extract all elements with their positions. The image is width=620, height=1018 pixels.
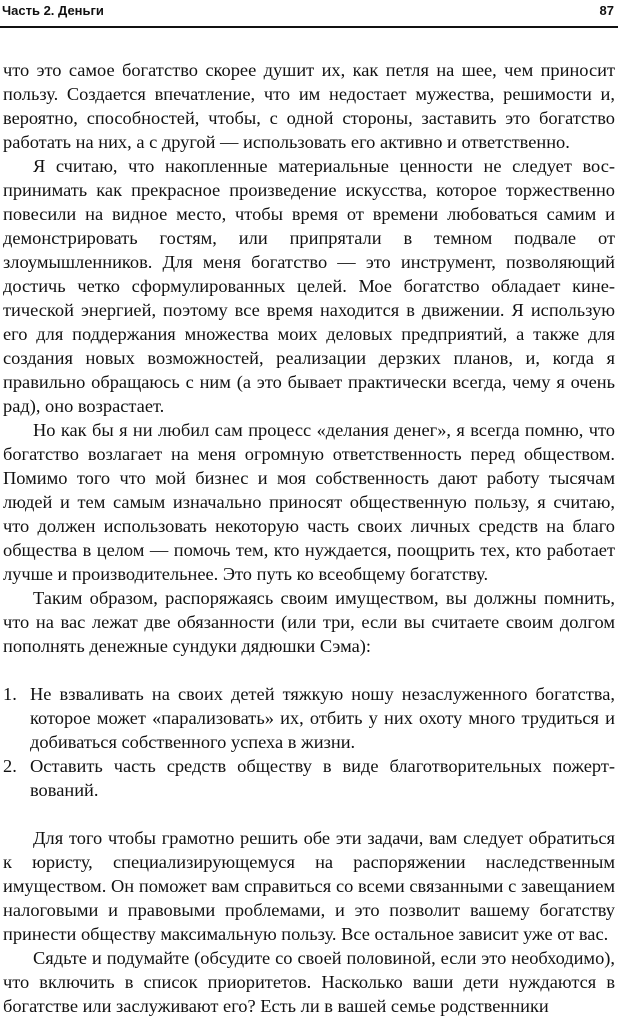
page-body: [3, 58, 615, 1018]
paragraph-3: Но как бы я ни любил сам процесс «делания денег», я всегда помню, что богатство возлагает на меня огромную ответственность перед обществом. Помимо того что мой бизнес и моя собственность дают работу тысячам людей и тем самым изначально приносят общественную пользу, я считаю, что должен использовать некоторую часть своих личных средств на благо общества в целом — помочь тем, кто нуждается, поощрить тех, кто работает лучше и производительнее. Это путь ко всеобщему богатству.: [3, 420, 615, 584]
paragraph-5: Для того чтобы грамотно решить обе эти задачи, вам следует обратиться к юристу, специализирующемуся на распоряжении наследственным имуществом. Он поможет вам справиться со всеми связанными с завещанием налоговыми и правовыми проблемами, и это позволит вашему богатству принести обществу максимальную пользу. Все остальное зависит уже от вас.: [3, 828, 615, 944]
paragraph-6: Сядьте и подумайте (обсудите со своей половиной, если это необходимо), что включить в список приоритетов. Насколько ваши дети нуждаются в богатстве или заслуживают его? Есть ли в вашей семье родственники: [3, 948, 615, 1016]
list-item-text: Не взваливать на своих детей тяжкую ношу незаслуженного богатства, которое может «парализовать» их, отбить у них охоту много трудиться и добиваться собственного успеха в жизни.: [30, 684, 615, 752]
list-item: [3, 754, 615, 802]
list-marker: 2.: [3, 756, 17, 776]
page-header: [0, 0, 618, 28]
paragraph-1: что это самое богатство скорее душит их, как петля на шее, чем приносит пользу. Создается впечатление, что им недостает мужества, решимости и, вероятно, способностей, чтобы, с одной стороны, заставить это богатство работать на них, а с другой — использовать его активно и ответственно.: [3, 60, 615, 152]
list-item: [3, 682, 615, 754]
paragraph-4: Таким образом, распоряжаясь своим имуществом, вы должны помнить, что на вас лежат две обязанности (или три, если вы считаете своим долгом пополнять денежные сундуки дядюшки Сэма):: [3, 588, 615, 656]
numbered-list: [3, 682, 615, 802]
list-item-text: Оставить часть средств обществу в виде благотворительных пожертвований.: [30, 756, 615, 800]
paragraph-2: Я считаю, что накопленные материальные ценности не следует воспринимать как прекрасное произведение искусства, которое торжественно повесили на видное место, чтобы время от времени любоваться самим и демонстрировать гостям, или припрятали в темном подвале от злоумышленников. Для меня богатство — это инструмент, позволяющий достичь четко сформулированных целей. Мое богатство обладает кинетической энергией, поэтому все время находится в движении. Я использую его для поддержания множества моих деловых предприятий, а также для создания новых возможностей, реализации дерзких планов, и, когда я правильно обращаюсь с ним (а это бывает практически всегда, чему я очень рад), оно возрастает.: [3, 156, 615, 416]
list-marker: 1.: [3, 684, 17, 704]
page-number: 87: [599, 3, 614, 18]
running-title: Часть 2. Деньги: [2, 3, 104, 18]
